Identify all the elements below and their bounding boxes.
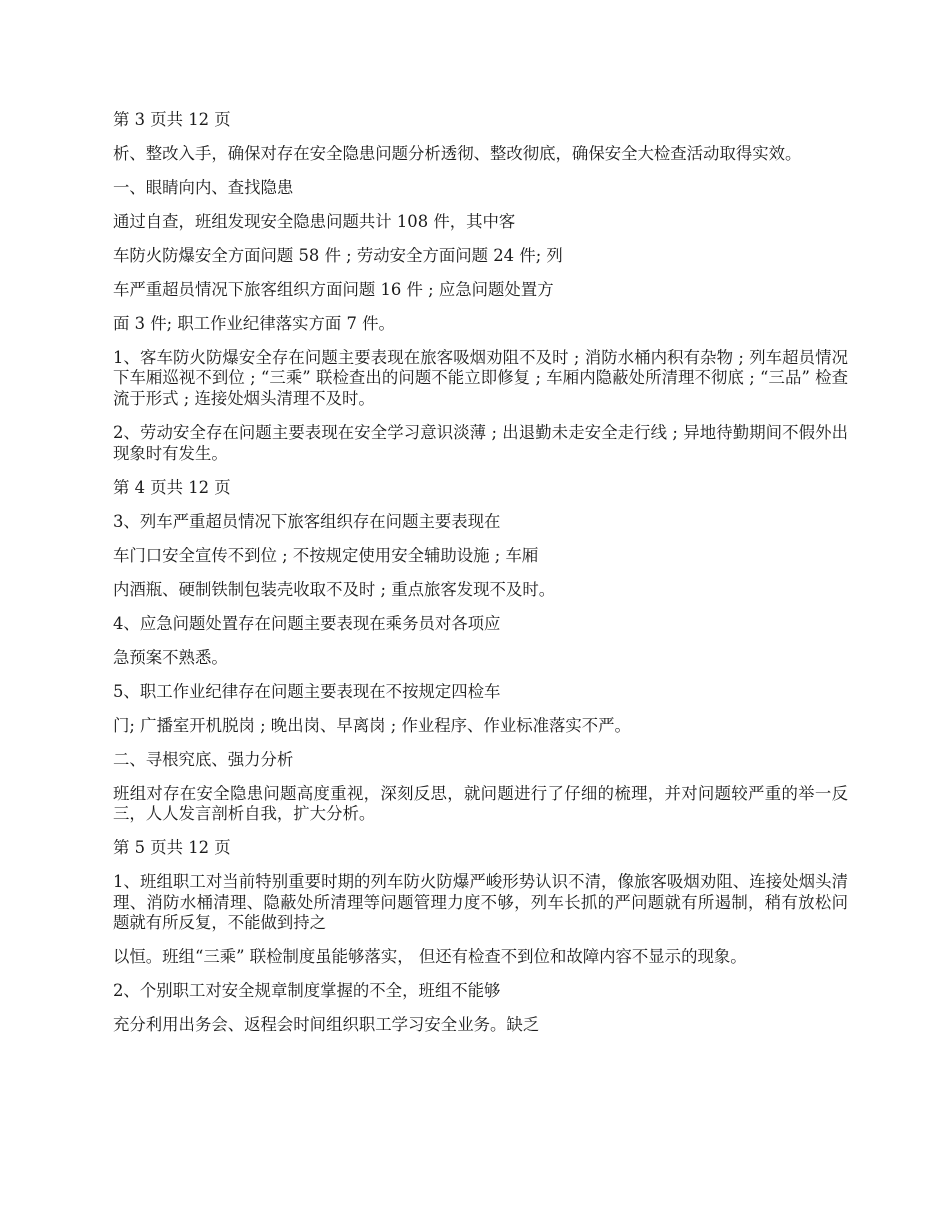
- paragraph: 2、个别职工对安全规章制度掌握的不全，班组不能够: [113, 981, 501, 1001]
- paragraph: 内酒瓶、硬制铁制包装壳收取不及时 ; 重点旅客发现不及时。: [113, 579, 556, 599]
- paragraph: 4、应急问题处置存在问题主要表现在乘务员对各项应: [113, 613, 501, 633]
- paragraph: 车防火防爆安全方面问题 58 件 ; 劳动安全方面问题 24 件; 列: [113, 245, 563, 265]
- paragraph: 2、劳动安全存在问题主要表现在安全学习意识淡薄 ; 出退勤未走安全走行线 ; 异地待勤期间不假外出现象时有发生。: [113, 423, 848, 463]
- paragraph: 充分利用出务会、返程会时间组织职工学习安全业务。缺乏: [113, 1015, 540, 1035]
- paragraph: 门; 广播室开机脱岗 ; 晚出岗、早离岗 ; 作业程序、作业标准落实不严。: [113, 715, 631, 735]
- paragraph: 5、职工作业纪律存在问题主要表现在不按规定四检车: [113, 681, 501, 701]
- paragraph: 车严重超员情况下旅客组织方面问题 16 件 ; 应急问题处置方: [113, 279, 554, 299]
- page-number: 第 5 页共 12 页: [113, 838, 231, 858]
- paragraph: 1、客车防火防爆安全存在问题主要表现在旅客吸烟劝阻不及时 ; 消防水桶内积有杂物 ; 列车超员情况下车厢巡视不到位 ; “三乘” 联检查出的问题不能立即修复 ; 车厢内隐蔽处所清理不彻底 ; “三品” 检查流于形式 ; 连接处烟头清理不及时。: [113, 347, 848, 409]
- paragraph: 面 3 件; 职工作业纪律落实方面 7 件。: [113, 313, 395, 333]
- section-heading: 二、寻根究底、强力分析: [113, 749, 294, 769]
- paragraph: 车门口安全宣传不到位 ; 不按规定使用安全辅助设施 ; 车厢: [113, 545, 539, 565]
- paragraph: 班组对存在安全隐患问题高度重视，深刻反思，就问题进行了仔细的梳理，并对问题较严重的举一反三，人人发言剖析自我，扩大分析。: [113, 783, 848, 824]
- paragraph: 1、班组职工对当前特别重要时期的列车防火防爆严峻形势认识不清，像旅客吸烟劝阻、连接处烟头清理、消防水桶清理、隐蔽处所清理等问题管理力度不够，列车长抓的严问题就有所遏制，稍有放松问题就有所反复，不能做到持之: [113, 872, 848, 933]
- page-number: 第 3 页共 12 页: [113, 110, 231, 129]
- paragraph: 析、整改入手，确保对存在安全隐患问题分析透彻、整改彻底，确保安全大检查活动取得实效。: [113, 143, 802, 163]
- paragraph: 急预案不熟悉。: [113, 647, 228, 667]
- paragraph: 以恒。班组“三乘” 联检制度虽能够落实， 但还有检查不到位和故障内容不显示的现象。: [113, 947, 747, 967]
- paragraph: 通过自查，班组发现安全隐患问题共计 108 件，其中客: [113, 211, 516, 231]
- document-body: [113, 110, 848, 1049]
- paragraph: 3、列车严重超员情况下旅客组织存在问题主要表现在: [113, 511, 501, 531]
- page-number: 第 4 页共 12 页: [113, 477, 231, 497]
- section-heading: 一、眼睛向内、查找隐患: [113, 177, 294, 197]
